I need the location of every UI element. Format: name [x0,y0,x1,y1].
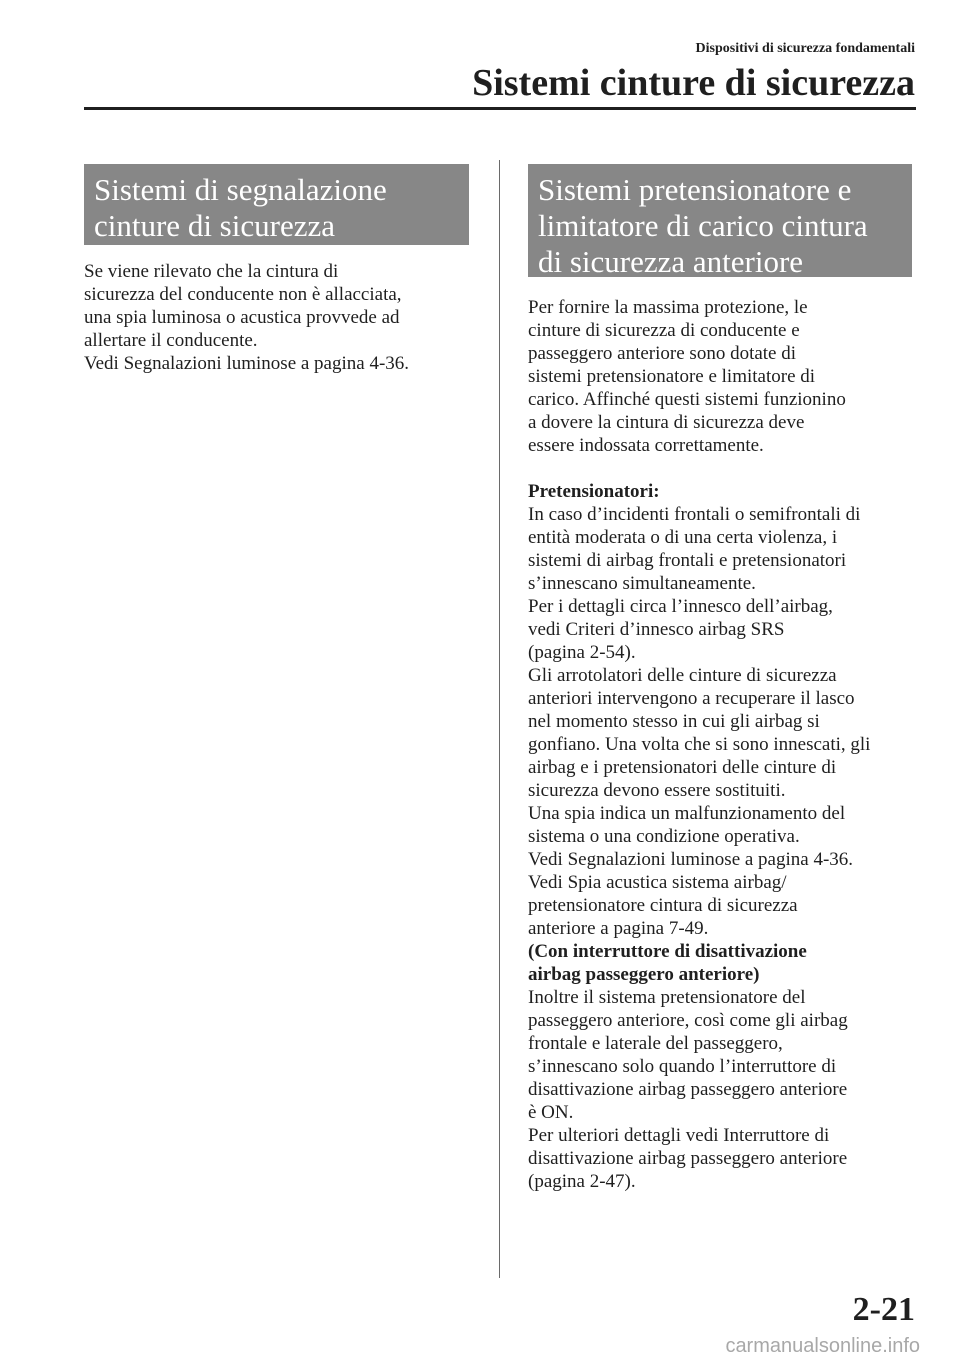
body-line: Vedi Segnalazioni luminose a pagina 4-36. [528,849,854,870]
paragraph-line: Se viene rilevato che la cintura di [84,261,339,282]
condition-heading: airbag passeggero anteriore) [528,964,760,985]
body-line: vedi Criteri d’innesco airbag SRS [528,619,785,640]
body-line: Gli arrotolatori delle cinture di sicurezza [528,665,837,686]
heading-line: cinture di sicurezza [94,208,335,243]
running-header-title: Sistemi cinture di sicurezza [472,62,915,104]
body-line: entità moderata o di una certa violenza, i [528,527,838,548]
left-column-text [84,260,474,375]
heading-line: limitatore di carico cintura [538,208,868,243]
heading-line: di sicurezza anteriore [538,244,804,279]
intro-line: a dovere la cintura di sicurezza deve [528,412,805,433]
intro-line: cinture di sicurezza di conducente e [528,320,800,341]
body-line: disattivazione airbag passeggero anteriore [528,1079,848,1100]
body-line: Vedi Spia acustica sistema airbag/ [528,872,787,893]
heading-line: Sistemi di segnalazione [94,172,387,207]
intro-line: essere indossata correttamente. [528,435,764,456]
body-line: airbag e i pretensionatori delle cinture di [528,757,837,778]
paragraph-spacer [528,457,918,480]
header-rule [84,107,916,110]
body-line: disattivazione airbag passeggero anteriore [528,1148,848,1169]
right-column-text [528,296,918,1193]
body-line: sistemi di airbag frontali e pretensionatori [528,550,847,571]
body-line: (pagina 2-47). [528,1171,636,1192]
intro-line: carico. Affinché questi sistemi funzionino [528,389,846,410]
body-line: Una spia indica un malfunzionamento del [528,803,846,824]
body-line: passeggero anteriore, così come gli airbag [528,1010,848,1031]
heading-box-pretensioner [528,164,912,277]
column-divider [499,160,500,1278]
body-line: anteriori intervengono a recuperare il lasco [528,688,855,709]
running-header-section: Dispositivi di sicurezza fondamentali [695,41,915,56]
paragraph-line: una spia luminosa o acustica provvede ad [84,307,400,328]
paragraph-line: sicurezza del conducente non è allacciata, [84,284,402,305]
page-reference: Vedi Segnalazioni luminose a pagina 4-36. [84,353,410,374]
body-line: sicurezza devono essere sostituiti. [528,780,786,801]
body-line: In caso d’incidenti frontali o semifrontali di [528,504,861,525]
subheading-pretensioners: Pretensionatori: [528,481,660,502]
paragraph-line: allertare il conducente. [84,330,258,351]
body-line: pretensionatore cintura di sicurezza [528,895,798,916]
body-line: Inoltre il sistema pretensionatore del [528,987,806,1008]
condition-heading: (Con interruttore di disattivazione [528,941,807,962]
body-line: Per ulteriori dettagli vedi Interruttore di [528,1125,830,1146]
heading-box-seatbelt-warning [84,164,469,245]
body-line: nel momento stesso in cui gli airbag si [528,711,820,732]
body-line: s’innescano solo quando l’interruttore di [528,1056,837,1077]
body-line: anteriore a pagina 7-49. [528,918,709,939]
body-line: s’innescano simultaneamente. [528,573,756,594]
body-line: Per i dettagli circa l’innesco dell’airbag, [528,596,833,617]
intro-line: Per fornire la massima protezione, le [528,297,808,318]
body-line: gonfiano. Una volta che si sono innescati, gli [528,734,871,755]
page-number: 2-21 [852,1291,915,1328]
intro-line: passeggero anteriore sono dotate di [528,343,797,364]
body-line: è ON. [528,1102,574,1123]
intro-line: sistemi pretensionatore e limitatore di [528,366,816,387]
body-line: frontale e laterale del passeggero, [528,1033,783,1054]
watermark-text: carmanualsonline.info [725,1335,920,1357]
body-line: sistema o una condizione operativa. [528,826,800,847]
heading-line: Sistemi pretensionatore e [538,172,852,207]
body-line: (pagina 2-54). [528,642,636,663]
